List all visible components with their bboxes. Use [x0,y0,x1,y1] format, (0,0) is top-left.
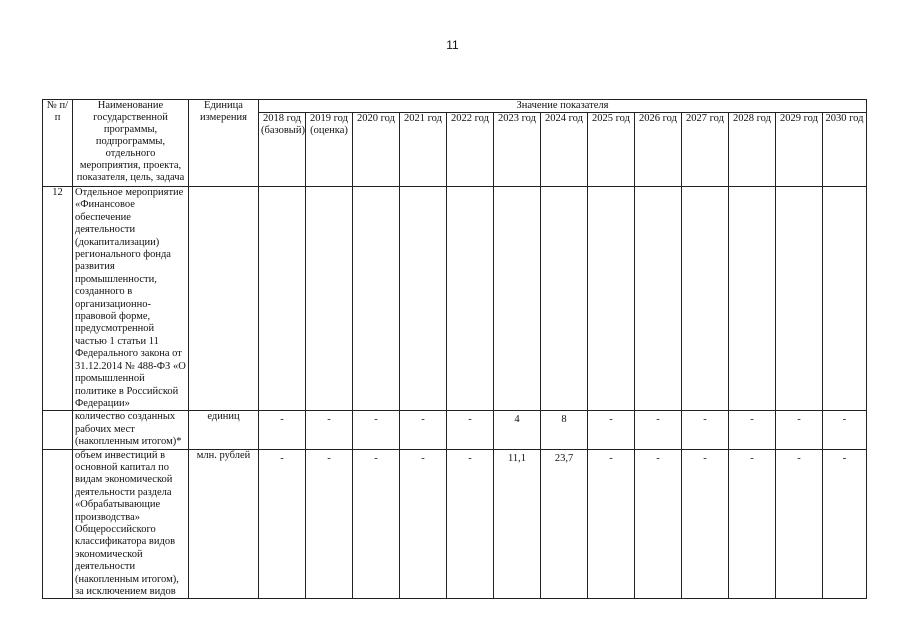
row-value [588,187,635,411]
header-row-group [43,100,867,113]
row-value: - [776,449,823,599]
row-value: - [682,411,729,449]
header-year: 2020 год [353,113,400,187]
row-value: - [353,449,400,599]
row-value: - [259,411,306,449]
header-name: Наименование государственной программы, подпрограммы, отдельного мероприятия, проекта, показателя, цель, задача [73,100,189,187]
row-name: количество созданных рабочих мест (накопленным итогом)* [73,411,189,449]
header-year: 2028 год [729,113,776,187]
row-value: - [635,411,682,449]
row-value: 8 [541,411,588,449]
row-value: 4 [494,411,541,449]
header-value-group: Значение показателя [259,100,867,113]
row-num: 12 [43,187,73,411]
row-value: - [823,449,867,599]
row-value [729,187,776,411]
row-value: - [635,449,682,599]
row-value [823,187,867,411]
header-year: 2024 год [541,113,588,187]
row-value: - [776,411,823,449]
row-unit: млн. рублей [189,449,259,599]
row-value: - [588,449,635,599]
header-year: 2029 год [776,113,823,187]
row-value [635,187,682,411]
row-value: 11,1 [494,449,541,599]
row-value [400,187,447,411]
header-year: 2030 год [823,113,867,187]
header-year: 2018 год (базовый) [259,113,306,187]
row-value [306,187,353,411]
row-value: - [729,411,776,449]
header-num: № п/п [43,100,73,187]
row-value: - [400,449,447,599]
row-value: - [588,411,635,449]
row-value [541,187,588,411]
row-num [43,411,73,449]
row-value: 23,7 [541,449,588,599]
header-year: 2023 год [494,113,541,187]
row-value [353,187,400,411]
header-unit: Единица измерения [189,100,259,187]
table-row [43,187,867,411]
row-value [259,187,306,411]
header-year: 2027 год [682,113,729,187]
row-value [494,187,541,411]
row-value: - [682,449,729,599]
row-value: - [823,411,867,449]
row-value [447,187,494,411]
page-number: 11 [446,38,459,52]
header-year: 2022 год [447,113,494,187]
row-name: Отдельное мероприятие «Финансовое обеспечение деятельности (докапитализации) регионального фонда развития промышленности, созданного в организационно-правовой форме, предусмотренной частью 1 статьи 11 Федерального закона от 31.12.2014 № 488-ФЗ «О промышленной политике в Российской Федерации» [73,187,189,411]
indicator-table [42,99,867,599]
row-name: объем инвестиций в основной капитал по видам экономической деятельности раздела «Обрабатывающие производства» Общероссийского классификатора видов экономической деятельности (накопленным итогом), за исключением видов [73,449,189,599]
row-value: - [259,449,306,599]
row-unit [189,187,259,411]
row-value [776,187,823,411]
table-row [43,449,867,599]
table-row [43,411,867,449]
row-value: - [729,449,776,599]
header-year: 2026 год [635,113,682,187]
row-value: - [353,411,400,449]
row-unit: единиц [189,411,259,449]
row-value: - [447,411,494,449]
header-year: 2021 год [400,113,447,187]
header-year: 2025 год [588,113,635,187]
row-value: - [447,449,494,599]
row-num [43,449,73,599]
row-value: - [306,449,353,599]
row-value [682,187,729,411]
header-year: 2019 год (оценка) [306,113,353,187]
row-value: - [306,411,353,449]
row-value: - [400,411,447,449]
